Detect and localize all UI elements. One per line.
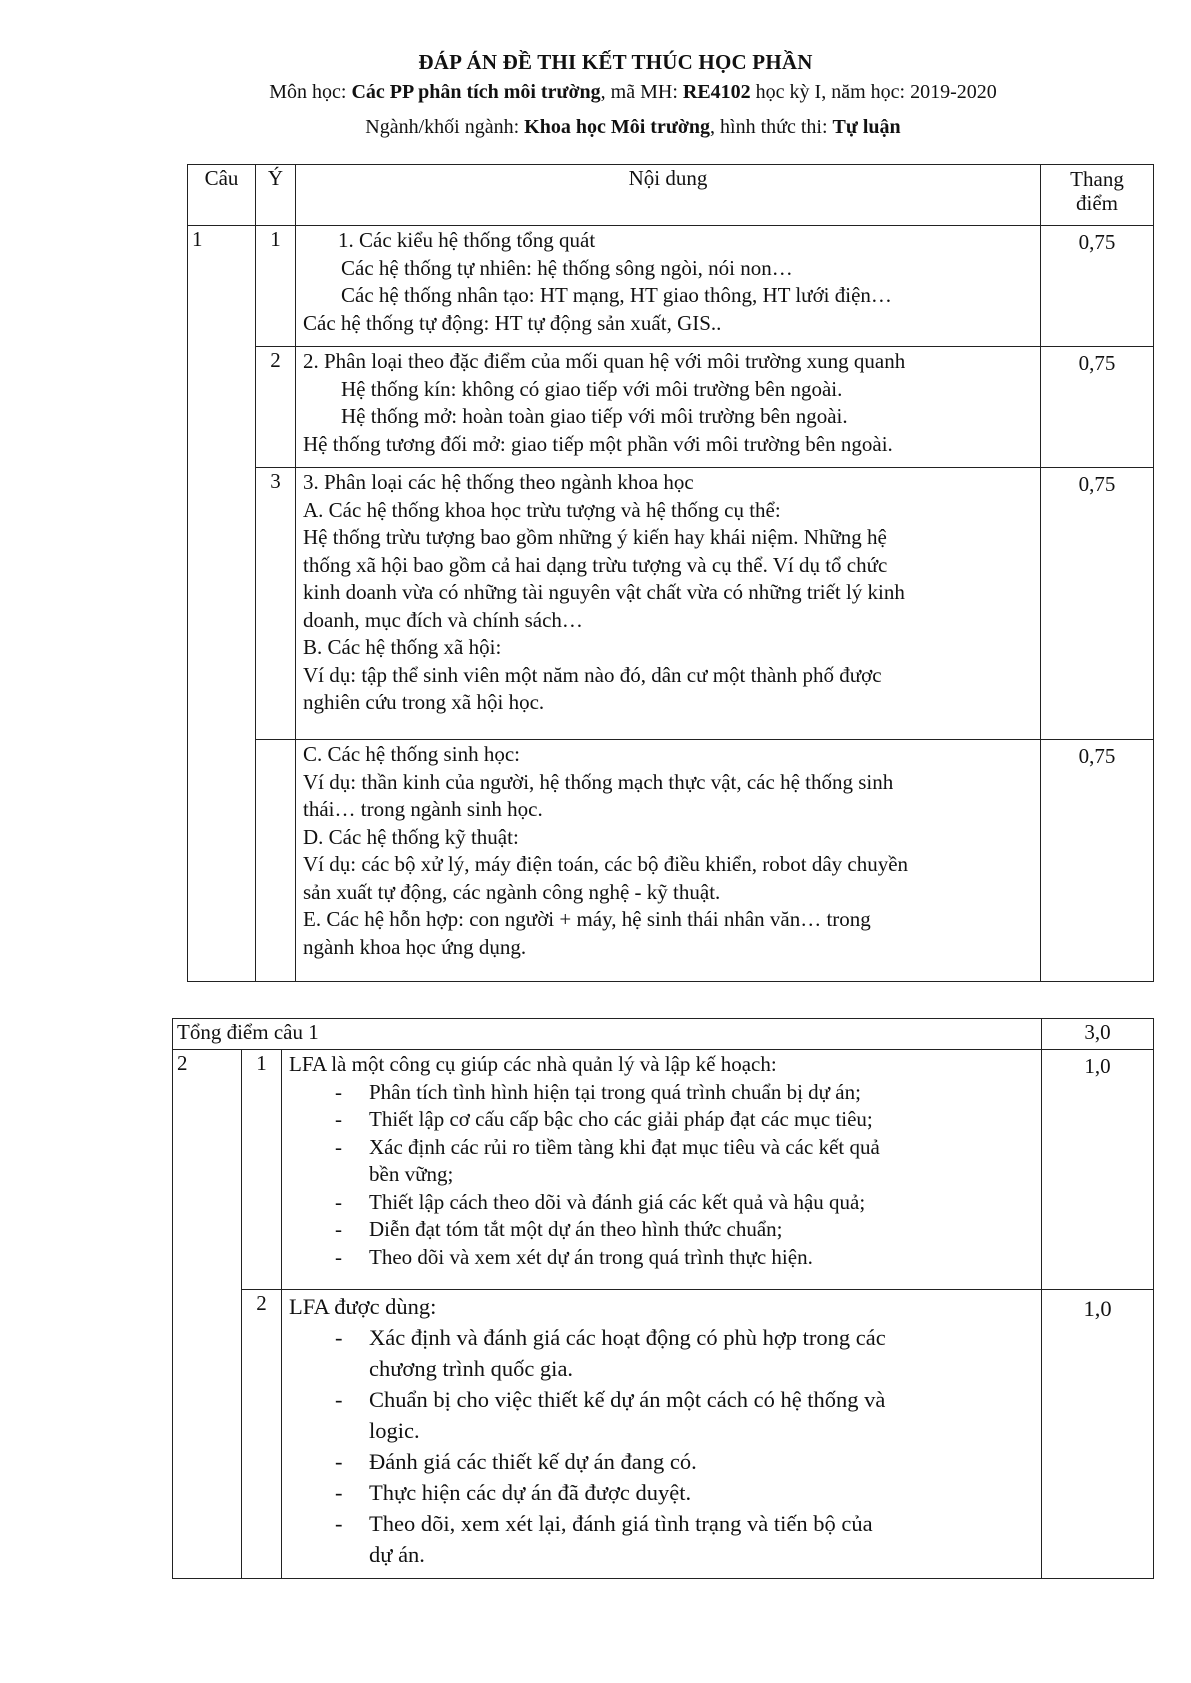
- table-row: [173, 1290, 1154, 1579]
- list-item: [289, 1106, 1035, 1134]
- answer-content: [282, 1050, 1042, 1290]
- list-item: [289, 1508, 1035, 1570]
- list-item: [289, 1216, 1035, 1244]
- dash-marker: -: [335, 1107, 342, 1131]
- bullet-list: [289, 1322, 1035, 1570]
- course-name: Các PP phân tích môi trường: [351, 81, 601, 103]
- dash-marker: -: [335, 1449, 343, 1474]
- list-item-text: Đánh giá các thiết kế dự án đang có.: [369, 1449, 697, 1474]
- total-label: Tổng điểm câu 1: [173, 1019, 1042, 1050]
- header-points-line2: điểm: [1076, 191, 1118, 215]
- answer-content: [296, 347, 1041, 468]
- document-header: [0, 50, 1191, 139]
- points-value: 0,75: [1041, 347, 1154, 468]
- content-line: Ví dụ: tập thể sinh viên một năm nào đó, dân cư một thành phố được: [303, 662, 882, 687]
- question-number: 1: [188, 226, 256, 982]
- code-prefix: , mã MH:: [600, 81, 683, 103]
- major-prefix: Ngành/khối ngành:: [365, 116, 525, 138]
- list-item: [289, 1446, 1035, 1477]
- content-intro: LFA được dùng:: [289, 1294, 437, 1319]
- content-line: Hệ thống mở: hoàn toàn giao tiếp với môi trường bên ngoài.: [341, 404, 848, 428]
- content-line: Hệ thống trừu tượng bao gồm những ý kiến hay khái niệm. Những hệ: [303, 525, 887, 549]
- content-line: kinh doanh vừa có những tài nguyên vật chất vừa có những triết lý kinh: [303, 580, 905, 604]
- list-item: [289, 1244, 1035, 1272]
- header-cau: Câu: [188, 165, 256, 226]
- content-intro: LFA là một công cụ giúp các nhà quản lý và lập kế hoạch:: [289, 1052, 777, 1076]
- list-item-text: bền vững;: [369, 1162, 454, 1186]
- dash-marker: -: [335, 1217, 342, 1241]
- bullet-list: [289, 1079, 1035, 1272]
- answer-content: [296, 740, 1041, 982]
- sub-number: 1: [242, 1050, 282, 1290]
- sub-number: 1: [256, 226, 296, 347]
- content-line: thống xã hội bao gồm cả hai dạng trừu tượng và cụ thể. Ví dụ tổ chức: [303, 552, 888, 577]
- list-item: [289, 1189, 1035, 1217]
- points-value: 1,0: [1042, 1050, 1154, 1290]
- table-row: [188, 347, 1154, 468]
- points-value: 0,75: [1041, 226, 1154, 347]
- semester: học kỳ I, năm học: 2019-2020: [750, 81, 997, 103]
- answer-table-q1: [187, 164, 1154, 982]
- list-item-text: logic.: [369, 1418, 420, 1443]
- content-line: thái… trong ngành sinh học.: [303, 797, 543, 821]
- dash-marker: -: [335, 1079, 342, 1104]
- content-line: B. Các hệ thống xã hội:: [303, 635, 502, 659]
- content-line: Các hệ thống tự động: HT tự động sản xuất, GIS..: [303, 310, 722, 335]
- sub-number: 2: [242, 1290, 282, 1579]
- content-line: Ví dụ: thần kinh của người, hệ thống mạch thực vật, các hệ thống sinh: [303, 769, 894, 794]
- sub-number: 3: [256, 468, 296, 740]
- document-title: ĐÁP ÁN ĐỀ THI KẾT THÚC HỌC PHẦN: [418, 50, 813, 74]
- list-item: [289, 1134, 1035, 1189]
- dash-marker: -: [335, 1244, 342, 1269]
- list-item-text: Xác định và đánh giá các hoạt động có phù hợp trong các: [369, 1325, 886, 1350]
- content-line: C. Các hệ thống sinh học:: [303, 742, 520, 766]
- header-y: Ý: [256, 165, 296, 226]
- table-row: [188, 226, 1154, 347]
- content-line: nghiên cứu trong xã hội học.: [303, 690, 545, 714]
- content-line: 1. Các kiểu hệ thống tổng quát: [338, 228, 596, 252]
- major-line: [75, 116, 1191, 139]
- total-value: 3,0: [1042, 1019, 1154, 1050]
- list-item-text: Thiết lập cách theo dõi và đánh giá các kết quả và hậu quả;: [369, 1189, 866, 1214]
- list-item-text: Theo dõi, xem xét lại, đánh giá tình trạng và tiến bộ của: [369, 1511, 873, 1536]
- list-item-text: Diễn đạt tóm tắt một dự án theo hình thức chuẩn;: [369, 1217, 783, 1241]
- content-line: Các hệ thống nhân tạo: HT mạng, HT giao thông, HT lưới điện…: [341, 283, 892, 307]
- content-line: ngành khoa học ứng dụng.: [303, 934, 527, 959]
- answer-table-q2: [172, 1018, 1154, 1579]
- content-line: sản xuất tự động, các ngành công nghệ - kỹ thuật.: [303, 879, 721, 904]
- list-item: [289, 1477, 1035, 1508]
- list-item: [289, 1322, 1035, 1384]
- content-line: Hệ thống kín: không có giao tiếp với môi trường bên ngoài.: [341, 376, 843, 401]
- list-item: [289, 1384, 1035, 1446]
- table-row: [188, 740, 1154, 982]
- content-line: E. Các hệ hỗn hợp: con người + máy, hệ sinh thái nhân văn… trong: [303, 907, 871, 931]
- content-line: Các hệ thống tự nhiên: hệ thống sông ngòi, nói non…: [341, 255, 793, 280]
- answer-content: [296, 226, 1041, 347]
- total-row: [173, 1019, 1154, 1050]
- course-line: [75, 81, 1191, 104]
- content-line: A. Các hệ thống khoa học trừu tượng và hệ thống cụ thể:: [303, 497, 781, 522]
- dash-marker: -: [335, 1480, 343, 1505]
- points-value: 1,0: [1042, 1290, 1154, 1579]
- header-points: [1041, 165, 1154, 226]
- list-item-text: Theo dõi và xem xét dự án trong quá trình thực hiện.: [369, 1244, 813, 1269]
- points-value: 0,75: [1041, 468, 1154, 740]
- course-prefix: Môn học:: [269, 81, 352, 103]
- header-points-line1: Thang: [1070, 167, 1124, 191]
- list-item-text: Phân tích tình hình hiện tại trong quá trình chuẩn bị dự án;: [369, 1079, 861, 1104]
- header-content: Nội dung: [296, 165, 1041, 226]
- answer-content: [282, 1290, 1042, 1579]
- major-name: Khoa học Môi trường: [524, 116, 711, 138]
- course-code: RE4102: [682, 81, 751, 103]
- table-row: [173, 1050, 1154, 1290]
- list-item-text: Thiết lập cơ cấu cấp bậc cho các giải pháp đạt các mục tiêu;: [369, 1107, 873, 1131]
- content-line: 2. Phân loại theo đặc điểm của mối quan hệ với môi trường xung quanh: [303, 349, 906, 373]
- content-line: doanh, mục đích và chính sách…: [303, 607, 583, 632]
- table-row: [188, 468, 1154, 740]
- dash-marker: -: [335, 1511, 343, 1536]
- sub-number: [256, 740, 296, 982]
- dash-marker: -: [335, 1189, 342, 1214]
- dash-marker: -: [335, 1134, 342, 1159]
- content-line: 3. Phân loại các hệ thống theo ngành khoa học: [303, 470, 694, 494]
- dash-marker: -: [335, 1325, 343, 1350]
- list-item-text: Chuẩn bị cho việc thiết kế dự án một cách có hệ thống và: [369, 1387, 886, 1412]
- form-prefix: , hình thức thi:: [710, 116, 833, 138]
- question-number: 2: [173, 1050, 242, 1579]
- points-value: 0,75: [1041, 740, 1154, 982]
- content-line: Hệ thống tương đối mở: giao tiếp một phần với môi trường bên ngoài.: [303, 431, 893, 456]
- list-item: [289, 1079, 1035, 1107]
- list-item-text: chương trình quốc gia.: [369, 1356, 574, 1381]
- sub-number: 2: [256, 347, 296, 468]
- list-item-text: dự án.: [369, 1542, 425, 1567]
- list-item-text: Thực hiện các dự án đã được duyệt.: [369, 1480, 692, 1505]
- answer-content: [296, 468, 1041, 740]
- list-item-text: Xác định các rủi ro tiềm tàng khi đạt mục tiêu và các kết quả: [369, 1134, 880, 1159]
- content-line: D. Các hệ thống kỹ thuật:: [303, 824, 519, 849]
- dash-marker: -: [335, 1387, 343, 1412]
- table-header-row: [188, 165, 1154, 226]
- content-line: Ví dụ: các bộ xử lý, máy điện toán, các bộ điều khiển, robot dây chuyền: [303, 852, 909, 876]
- exam-form: Tự luận: [832, 116, 901, 138]
